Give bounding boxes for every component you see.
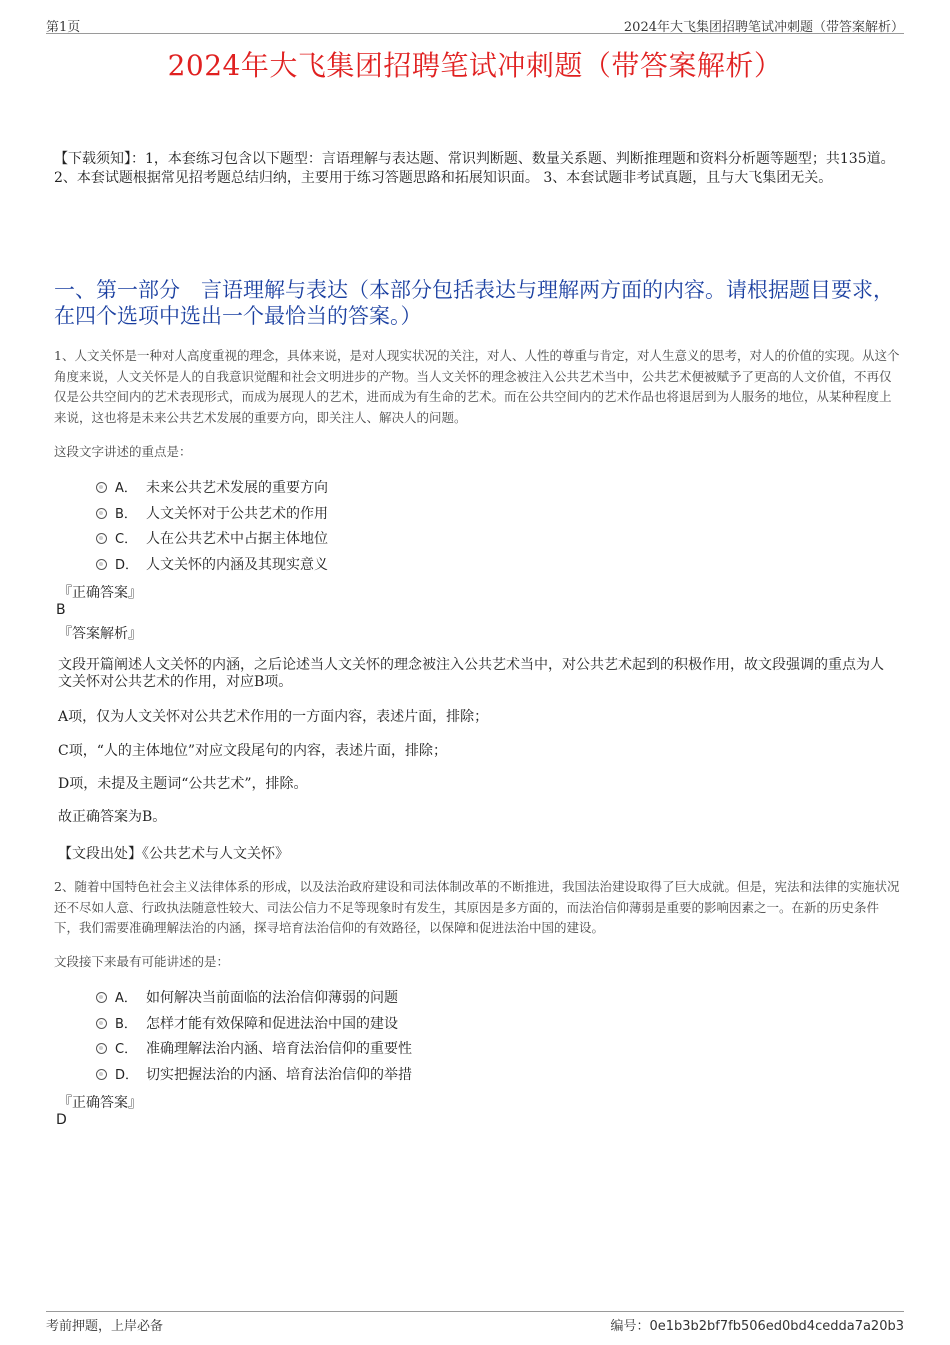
footer-slogan: 考前押题，上岸必备 <box>46 1319 164 1334</box>
correct-answer: B <box>56 602 66 618</box>
question-2-prompt: 文段接下来最有可能讲述的是： <box>54 954 230 969</box>
option-text: 人文关怀对于公共艺术的作用 <box>146 505 328 522</box>
option-letter: C． <box>115 1042 138 1057</box>
section-heading: 一、第一部分 言语理解与表达（本部分包括表达与理解两方面的内容。请根据题目要求，在四个选项中选出一个最恰当的答案。） <box>54 278 894 328</box>
option-text: 怎样才能有效保障和促进法治中国的建设 <box>146 1015 398 1032</box>
radio-icon[interactable] <box>96 533 107 544</box>
radio-icon[interactable] <box>96 992 107 1003</box>
document-code <box>610 1315 904 1334</box>
header-doc-title: 2024年大飞集团招聘笔试冲刺题（带答案解析） <box>623 20 904 35</box>
correct-answer: D <box>56 1112 67 1128</box>
option-letter: D． <box>115 1067 139 1083</box>
radio-icon[interactable] <box>96 508 107 519</box>
option-letter: A． <box>115 991 137 1006</box>
option-text: 人在公共艺术中占据主体地位 <box>146 531 328 547</box>
question-1-prompt: 这段文字讲述的重点是： <box>54 444 192 459</box>
radio-icon[interactable] <box>96 482 107 493</box>
correct-answer-label: 『正确答案』 <box>58 585 142 601</box>
analysis-paragraph: 文段开篇阐述人文关怀的内涵，之后论述当人文关怀的理念被注入公共艺术当中，对公共艺术起到的积极作用，故文段强调的重点为人文关怀对公共艺术的作用，对应B项。 <box>58 657 884 690</box>
page-header <box>46 14 904 34</box>
code-value: 0e1b3b2bf7fb506ed0bd4cedda7a20b3 <box>649 1319 904 1334</box>
option-letter: D． <box>115 557 139 573</box>
option-letter: C． <box>115 532 138 547</box>
download-notice: 【下载须知】：1，本套练习包含以下题型：言语理解与表达题、常识判断题、数量关系题、判断推理题和资料分析题等题型；共135道。 2、本套试题根据常见招考题总结归纳，主要用于练习答题思路和拓展知识面。 3、本套试题非考试真题，且与大飞集团无关。 <box>54 151 895 186</box>
radio-icon[interactable] <box>96 1043 107 1054</box>
option-text: 人文关怀的内涵及其现实意义 <box>146 556 328 573</box>
page-title: 2024年大飞集团招聘笔试冲刺题（带答案解析） <box>167 49 783 82</box>
page-footer <box>46 1311 904 1335</box>
option-letter: A． <box>115 481 137 496</box>
option-letter: B． <box>115 506 137 522</box>
analysis-label: 『答案解析』 <box>58 626 142 642</box>
option-text: 切实把握法治的内涵、培育法治信仰的举措 <box>146 1066 412 1083</box>
analysis-paragraph: C项，“人的主体地位”对应文段尾句的内容，表述片面，排除； <box>58 743 448 759</box>
source-citation: 【文段出处】《公共艺术与人文关怀》 <box>58 846 289 862</box>
radio-icon[interactable] <box>96 1018 107 1029</box>
analysis-paragraph: A项，仅为人文关怀对公共艺术作用的一方面内容，表述片面，排除； <box>58 709 489 725</box>
correct-answer-label: 『正确答案』 <box>58 1095 142 1111</box>
option-text: 未来公共艺术发展的重要方向 <box>146 480 328 496</box>
analysis-paragraph: D项，未提及主题词“公共艺术”，排除。 <box>58 776 308 792</box>
page-number: 第1页 <box>46 20 81 35</box>
radio-icon[interactable] <box>96 1069 107 1080</box>
code-label: 编号： <box>610 1319 650 1334</box>
question-2-text: 2、随着中国特色社会主义法律体系的形成，以及法治政府建设和司法体制改革的不断推进，我国法治建设取得了巨大成就。但是，宪法和法律的实施状况还不尽如人意、行政执法随意性较大、司法公信力不足等现象时有发生，其原因是多方面的，而法治信仰薄弱是重要的影响因素之一。在新的历史条件下，我们需要准确理解法治的内涵，探寻培育法治信仰的有效路径，以保障和促进法治中国的建设。 <box>54 879 900 935</box>
option-text: 如何解决当前面临的法治信仰薄弱的问题 <box>146 990 398 1006</box>
analysis-paragraph: 故正确答案为B。 <box>58 809 167 825</box>
question-1-text: 1、人文关怀是一种对人高度重视的理念，具体来说，是对人现实状况的关注，对人、人性的尊重与肯定，对人生意义的思考，对人的价值的实现。从这个角度来说，人文关怀是人的自我意识觉醒和社会文明进步的产物。当人文关怀的理念被注入公共艺术当中，公共艺术便被赋予了更高的人文价值，不再仅仅是公共空间内的艺术表现形式，而成为展现人的艺术，进而成为有生命的艺术。而在公共空间内的艺术作品也将退居到为人服务的地位，从某种程度上来说，这也将是未来公共艺术发展的重要方向，即关注人、解决人的问题。 <box>54 348 900 425</box>
option-letter: B． <box>115 1016 137 1032</box>
option-text: 准确理解法治内涵、培育法治信仰的重要性 <box>146 1041 412 1057</box>
radio-icon[interactable] <box>96 559 107 570</box>
